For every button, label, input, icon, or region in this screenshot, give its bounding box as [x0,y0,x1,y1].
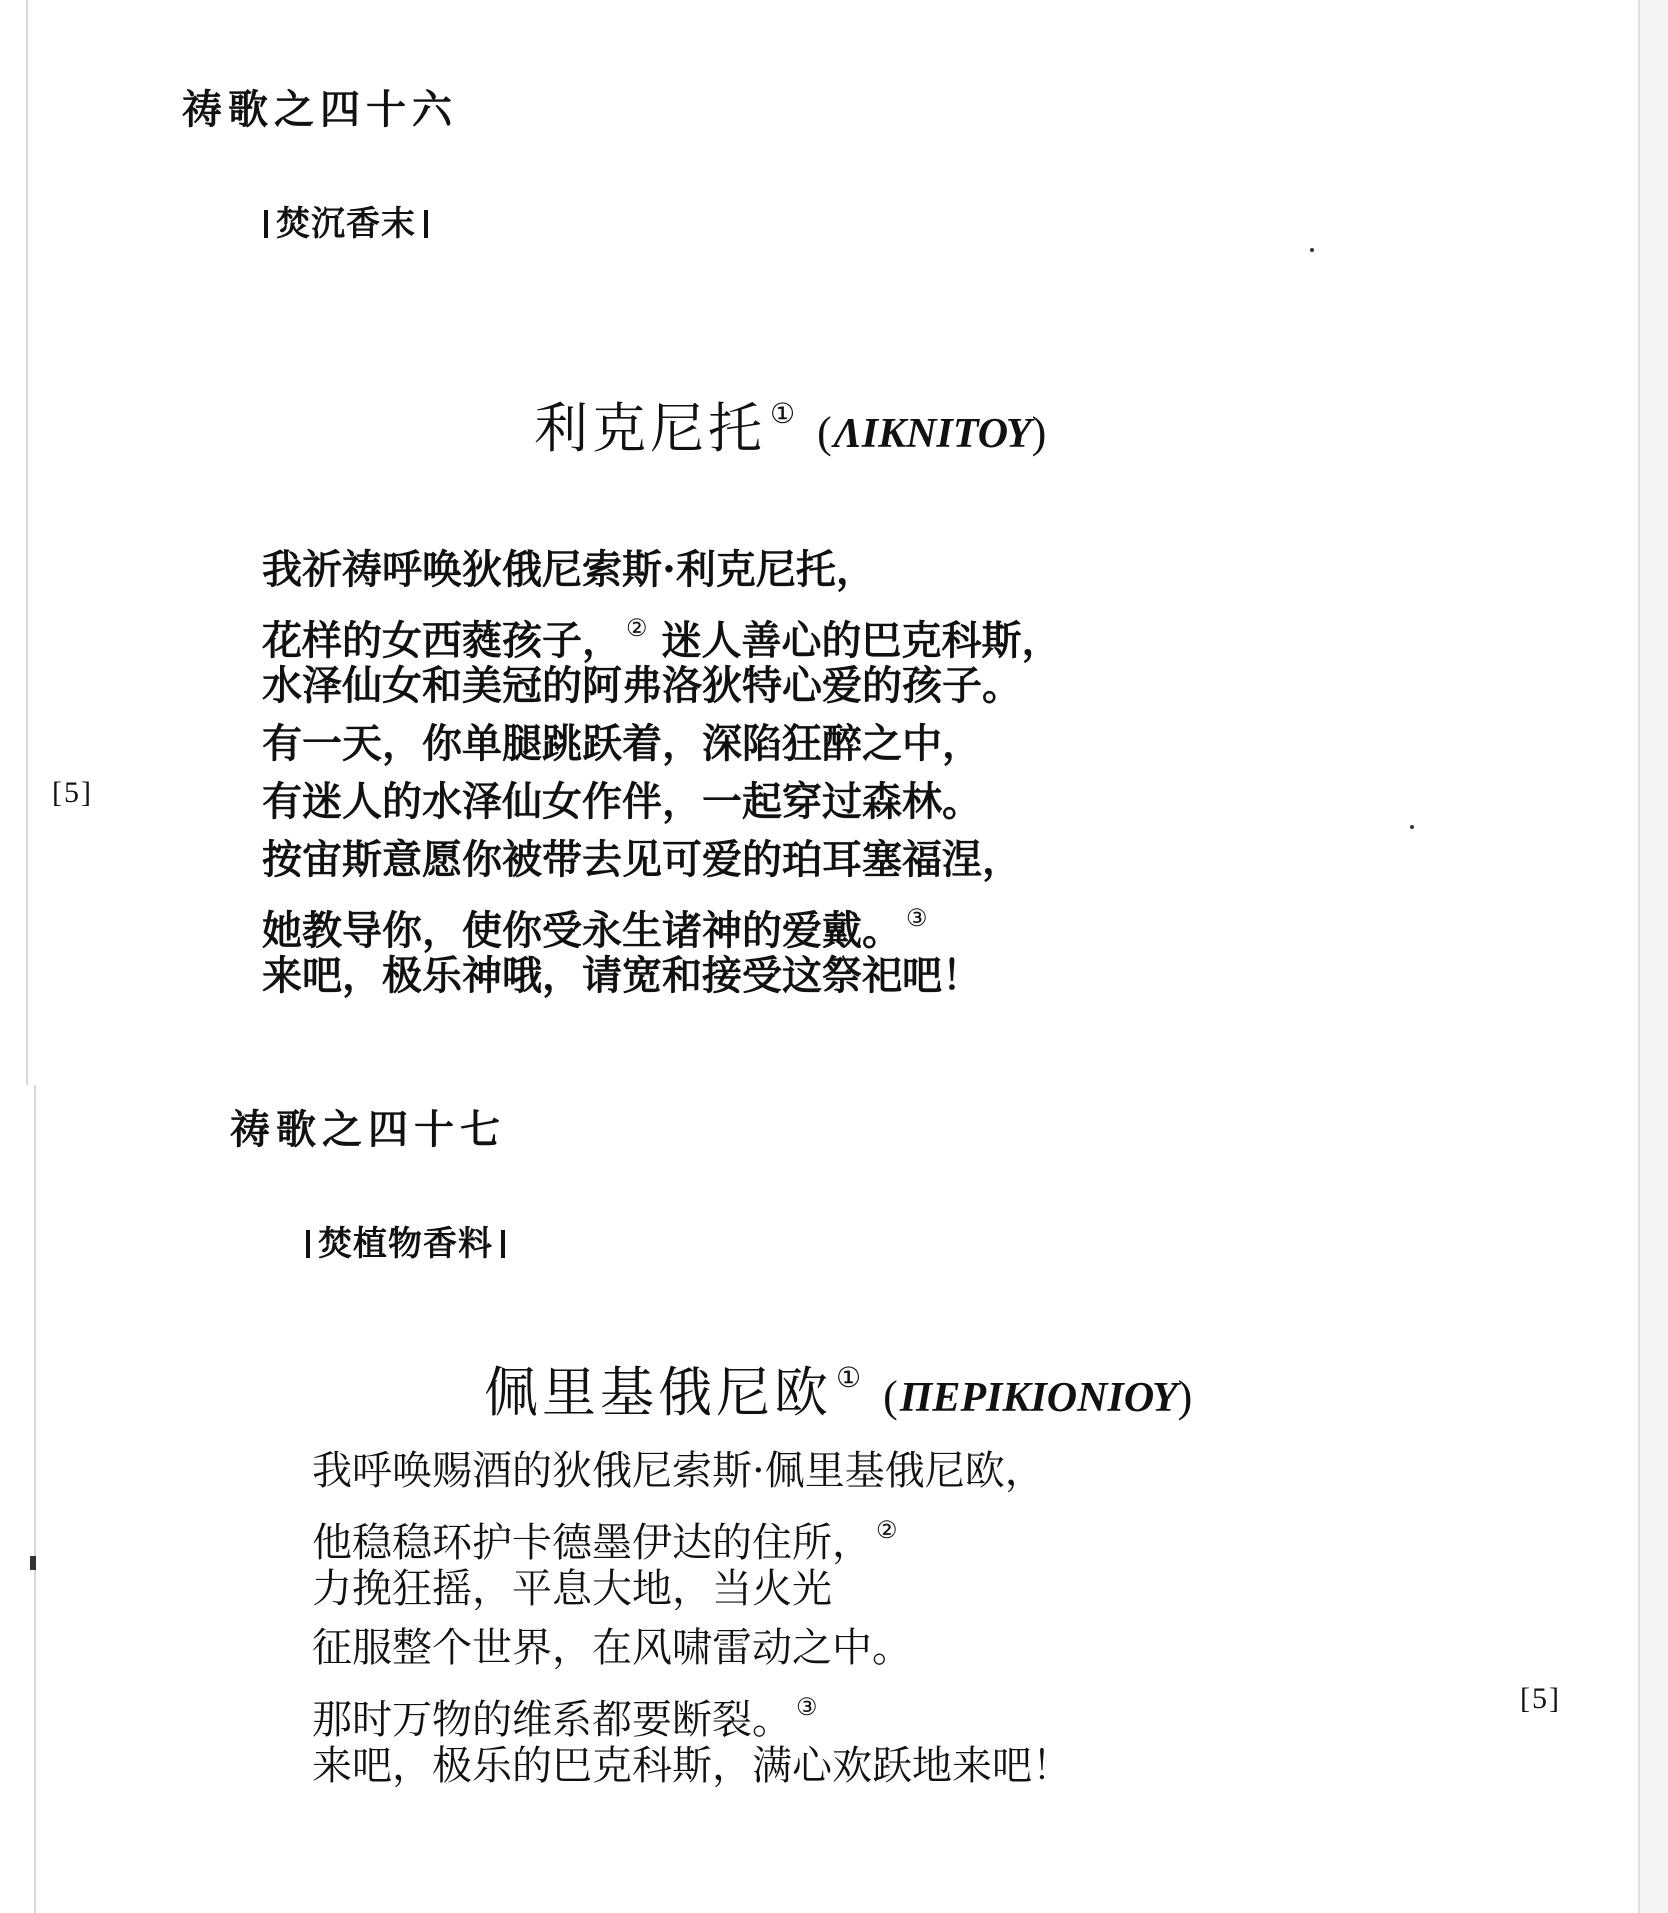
bracket-left [306,1230,310,1258]
hymn-47-title-cn: 佩里基俄尼欧 [484,1361,832,1424]
verse-line [262,541,1061,599]
footnote-marker: ② [876,1516,898,1544]
paren-open: ( [817,408,832,457]
scan-edge-left-lower [34,1085,36,1913]
verse-line [262,947,1061,1005]
verse-text: 她教导你，使你受永生诸神的爱戴。 [262,907,902,954]
verse-line [262,657,1061,715]
bracket-left [264,210,268,238]
hymn-46-verses [262,541,1061,1005]
bracket-right [501,1230,505,1258]
scan-edge-left [26,0,28,1085]
verse-text: 征服整个世界，在风啸雷动之中。 [312,1625,912,1671]
bracket-right [424,210,428,238]
verse-text-continued: 迷人善心的巴克科斯， [647,617,1062,664]
verse-line [262,599,1062,664]
hymn-47-offering-text: 焚植物香料 [318,1224,493,1264]
paren-close: ) [1031,408,1047,457]
hymn-46-line-marker: [5] [52,776,93,809]
verse-line [312,1442,1072,1501]
scan-speck [1310,248,1314,252]
verse-line [312,1560,1072,1619]
paren-close: ) [1177,1372,1193,1421]
hymn-47-title-footnote: ① [836,1361,862,1394]
verse-line [262,715,1061,773]
hymn-46-title-footnote: ① [770,397,796,430]
hymn-46-offering [256,196,436,245]
verse-line [262,773,1061,831]
verse-line [312,1737,1072,1796]
scan-speck [1410,825,1414,829]
hymn-47-title [484,1350,1192,1427]
verse-text: 来吧，极乐神哦，请宽和接受这祭祀吧！ [262,952,982,999]
hymn-46-title [534,386,1046,463]
verse-text: 我祈祷呼唤狄俄尼索斯·利克尼托， [262,546,876,593]
verse-text: 花样的女西蕤孩子， [262,617,622,664]
hymn-46-heading: 祷歌之四十六 [182,86,458,133]
verse-text: 那时万物的维系都要断裂。 [312,1697,792,1743]
hymn-46-title-cn: 利克尼托 [534,397,766,460]
verse-text: 力挽狂摇，平息大地，当火光 [312,1566,832,1612]
verse-line [312,1678,1072,1743]
verse-text: 来吧，极乐的巴克科斯，满心欢跃地来吧！ [312,1743,1072,1789]
hymn-47-title-greek: ΠΕΡΙΚΙΟΝΙΟΥ [899,1375,1178,1421]
footnote-marker: ② [626,614,648,642]
verse-text: 我呼唤赐酒的狄俄尼索斯·佩里基俄尼欧， [312,1448,1045,1494]
verse-line [262,831,1061,889]
verse-line [312,1619,1072,1678]
footnote-marker: ③ [906,904,928,932]
verse-line [312,1501,1072,1566]
footnote-marker: ③ [796,1693,818,1721]
verse-text: 水泽仙女和美冠的阿弗洛狄特心爱的孩子。 [262,662,1022,709]
verse-text: 有迷人的水泽仙女作伴，一起穿过森林。 [262,778,982,825]
verse-text: 他稳稳环护卡德墨伊达的住所， [312,1520,872,1566]
scan-edge-right [1640,0,1668,1913]
hymn-47-verses [312,1442,1072,1796]
hymn-47-offering [298,1216,513,1265]
hymn-47-line-marker: [5] [1520,1682,1561,1715]
verse-text: 按宙斯意愿你被带去见可爱的珀耳塞福涅， [262,836,1022,883]
scan-speck [30,1556,36,1570]
verse-line [262,889,1061,954]
hymn-47-heading: 祷歌之四十七 [230,1106,506,1153]
hymn-46-title-greek: ΛΙΚΝΙΤΟΥ [833,411,1032,457]
hymn-46-offering-text: 焚沉香末 [276,204,416,244]
paren-open: ( [883,1372,898,1421]
verse-text: 有一天，你单腿跳跃着，深陷狂醉之中， [262,720,982,767]
